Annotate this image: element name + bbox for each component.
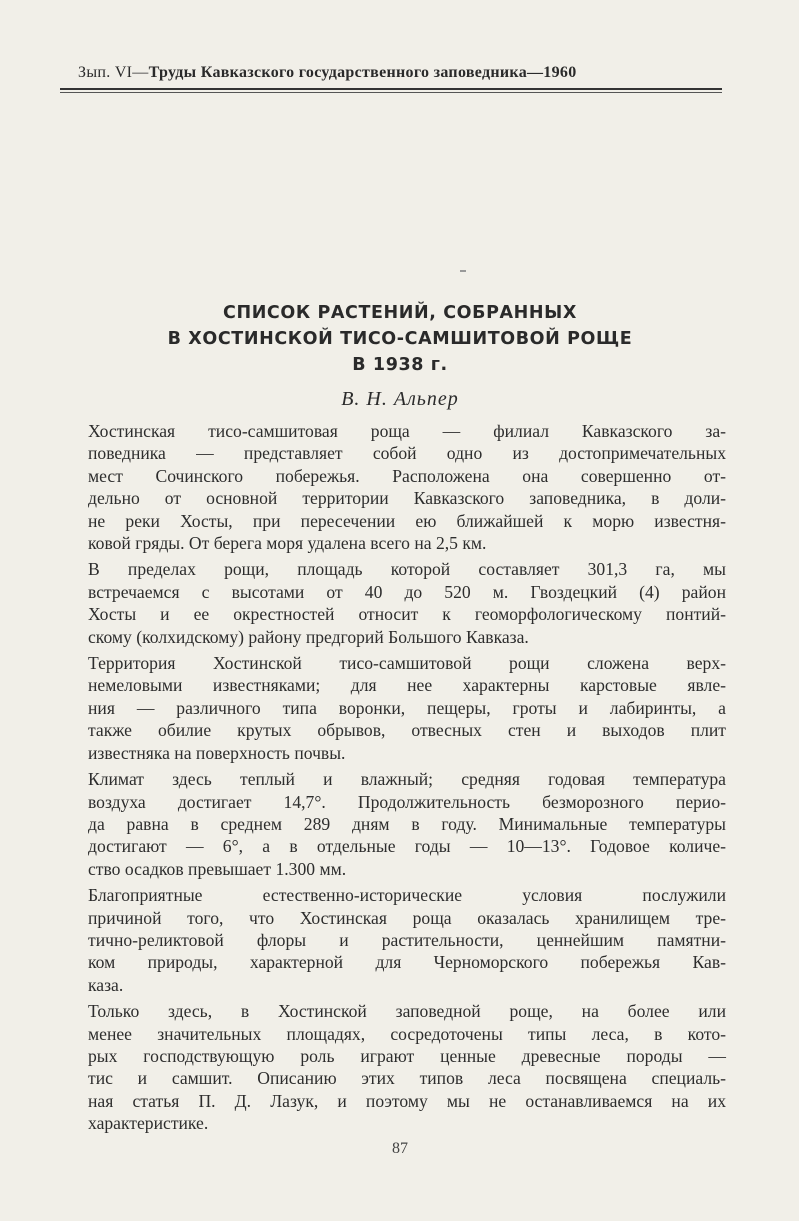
title-line: В 1938 г. bbox=[352, 355, 448, 375]
text-line: Климат здесь теплый и влажный; средняя годовая температура bbox=[88, 769, 726, 790]
text-line: ковой гряды. От берега моря удалена всего на 2,5 км. bbox=[88, 533, 487, 554]
header-rule-thick bbox=[60, 88, 722, 90]
print-speck bbox=[460, 270, 466, 272]
article-body bbox=[88, 420, 726, 1135]
text-line: Хосты и ее окрестностей относит к геоморфологическому понтий- bbox=[88, 604, 726, 625]
text-line: встречаемся с высотами от 40 до 520 м. Гвоздецкий (4) район bbox=[88, 581, 726, 602]
text-line: немеловыми известняками; для нее характерны карстовые явле- bbox=[88, 675, 726, 696]
text-line: поведника — представляет собой одно из достопримечательных bbox=[88, 443, 726, 464]
article-title bbox=[100, 300, 700, 378]
text-line: тис и самшит. Описанию этих типов леса посвящена специаль- bbox=[88, 1068, 726, 1089]
text-line: менее значительных площадях, сосредоточены типы леса, в кото- bbox=[88, 1023, 726, 1044]
text-line: ком природы, характерной для Черноморского побережья Кав- bbox=[88, 952, 726, 973]
text-line: также обилие крутых обрывов, отвесных стен и выходов плит bbox=[88, 720, 726, 741]
paragraph bbox=[88, 652, 726, 764]
title-line: В ХОСТИНСКОЙ ТИСО-САМШИТОВОЙ РОЩЕ bbox=[167, 329, 633, 349]
paragraph bbox=[88, 420, 726, 554]
text-line: ство осадков превышает 1.300 мм. bbox=[88, 858, 347, 879]
text-line: Только здесь, в Хостинской заповедной роще, на более или bbox=[88, 1001, 726, 1022]
text-line: да равна в среднем 289 дням в году. Минимальные температуры bbox=[88, 813, 726, 834]
running-head bbox=[78, 64, 720, 82]
text-line: мест Сочинского побережья. Расположена она совершенно от- bbox=[88, 465, 726, 486]
title-line: СПИСОК РАСТЕНИЙ, СОБРАННЫХ bbox=[223, 303, 577, 323]
text-line: ная статья П. Д. Лазук, и поэтому мы не останавливаемся на их bbox=[88, 1090, 726, 1111]
text-line: каза. bbox=[88, 974, 124, 995]
text-line: рых господствующую роль играют ценные древесные породы — bbox=[88, 1045, 726, 1066]
text-line: дельно от основной территории Кавказского заповедника, в доли- bbox=[88, 488, 726, 509]
text-line: Хостинская тисо-самшитовая роща — филиал Кавказского за- bbox=[88, 421, 726, 441]
paragraph bbox=[88, 884, 726, 996]
text-line: В пределах рощи, площадь которой составляет 301,3 га, мы bbox=[88, 559, 726, 580]
text-line: причиной того, что Хостинская роща оказалась хранилищем тре- bbox=[88, 907, 726, 928]
text-line: достигают — 6°, а в отдельные годы — 10—13°. Годовое количе- bbox=[88, 836, 726, 857]
author-name: В. Н. Альпер bbox=[341, 388, 459, 410]
issue-label: Зып. VI— bbox=[78, 64, 149, 81]
journal-title: Труды Кавказского государственного заповедника—1960 bbox=[148, 64, 577, 81]
text-line: характеристике. bbox=[88, 1113, 209, 1134]
text-line: известняка на поверхность почвы. bbox=[88, 742, 346, 763]
text-line: тично-реликтовой флоры и растительности, ценнейшим памятни- bbox=[88, 929, 726, 950]
header-rule-thin bbox=[60, 92, 722, 93]
paragraph bbox=[88, 768, 726, 880]
text-line: Территория Хостинской тисо-самшитовой рощи сложена верх- bbox=[88, 653, 726, 674]
text-line: воздуха достигает 14,7°. Продолжительность безморозного перио- bbox=[88, 791, 726, 812]
text-line: не реки Хосты, при пересечении ею ближайшей к морю известня- bbox=[88, 510, 726, 531]
paragraph bbox=[88, 1000, 726, 1134]
paragraph bbox=[88, 558, 726, 648]
text-line: Благоприятные естественно-исторические условия послужили bbox=[88, 885, 726, 906]
text-line: скому (колхидскому) району предгорий Большого Кавказа. bbox=[88, 626, 529, 647]
text-line: ния — различного типа воронки, пещеры, гроты и лабиринты, а bbox=[88, 697, 726, 718]
page-number: 87 bbox=[392, 1140, 408, 1157]
